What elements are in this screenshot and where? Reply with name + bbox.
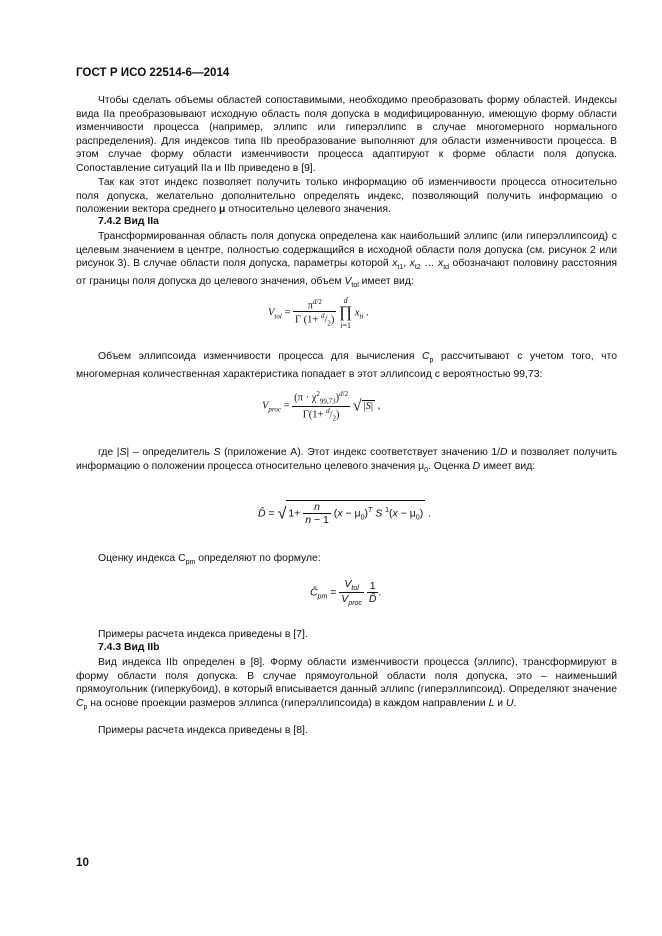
paragraph-6-text-a: Оценку индекса C: [98, 553, 186, 564]
section-heading-7-4-3: 7.4.3 Вид IIb: [98, 642, 160, 653]
paragraph-7: Примеры расчета индекса приведены в [7].: [98, 629, 308, 640]
paragraph-4-text-a: Объем эллипсоида изменчивости процесса для вычисления: [98, 351, 422, 362]
paragraph-5-text-c: (приложение А). Этот индекс соответствует значению 1/: [220, 447, 501, 458]
paragraph-2-text-a: Так как этот индекс позволяет получить только информацию об изменчивости процесса относительно поля допуска, желательно дополнительно определять индекс, позволяющий получить информацию о положении вектора среднего: [76, 177, 617, 215]
paragraph-8-text-b: на основе проекции размеров эллипса (гиперэллипсоида) в каждом направлении: [87, 697, 489, 709]
paragraph-5: где |S| – определитель S (приложение А). Этот индекс соответствует значению 1/D и позволяет получить информацию о положении процесса относительно целевого значения $\mu_0$. Оценка D имеет вид:: [76, 447, 617, 474]
document-header: ГОСТ Р ИСО 22514-6—2014: [76, 66, 230, 79]
paragraph-6-text-b: определяют по формуле:: [195, 553, 321, 564]
page-number: 10: [76, 856, 89, 869]
mu-vector-symbol: μ: [219, 204, 226, 215]
paragraph-6: [76, 552, 617, 570]
paragraph-3-text-b: обозначают половину расстояния от границы поля допуска до целевого значения, объем: [76, 258, 617, 287]
paragraph-5-text-a: где |: [98, 447, 120, 458]
paragraph-8-text-d: .: [513, 697, 517, 709]
section-heading-7-4-2: 7.4.2 Вид IIa: [98, 216, 159, 227]
paragraph-5-text-b: | – определитель: [126, 447, 214, 458]
paragraph-2: [76, 176, 617, 217]
paragraph-4-text-b: рассчитывают с учетом того, что многомерная количественная характеристика попадает в этот эллипсоид с вероятностью 99,73:: [76, 351, 617, 380]
formula-c-pm: $Ĉ_{pm}$ = $\frac{V_{tol}}{V_{proc}}$ $\frac{1}{D̂}$ .: [310, 578, 382, 608]
paragraph-6-sub: pm: [185, 559, 196, 567]
paragraph-3: Трансформированная область поля допуска определена как наибольший эллипс (или гиперэллипсоид) с целевым значением в центре, полностью содержащийся в исходной области поля допуска (см. рисунок 2 или рисунок 3). В случае области поля допуска, параметры которой $x_{t1}$, $x_{t2}$ … $x_{td}$ обозначают половину расстояния от границы поля допуска до целевого значения, объем $V_{tol}$ имеет вид:: [76, 231, 617, 289]
paragraph-4: Объем эллипсоида изменчивости процесса для вычисления $C_p$ рассчитывают с учетом того, что многомерная количественная характеристика попадает в этот эллипсоид с вероятностью 99,73:: [76, 351, 617, 380]
paragraph-5-text-f: имеет вид:: [480, 460, 536, 472]
paragraph-8: Вид индекса IIb определен в [8]. Форму области изменчивости процесса (эллипс), трансформируют в форму области поля допуска. В случае прямоугольной области поля допуска, это – наименьший прямоугольник (гиперкубоид), в который вписывается данный эллипс (гиперэллипсоид). Определяют значение $C_p$ на основе проекции размеров эллипса (гиперэллипсоида) в каждом направлении L и U.: [76, 657, 617, 711]
paragraph-8-text-a: Вид индекса IIb определен в [8]. Форму области изменчивости процесса (эллипс), трансформируют в форму области поля допуска. В случае прямоугольной области поля допуска, это – наименьший прямоугольник (гиперкубоид), в который вписывается данный эллипс (гиперэллипсоид). Определяют значение: [76, 657, 617, 695]
paragraph-9: Примеры расчета индекса приведены в [8].: [98, 725, 308, 736]
formula-v-proc: $V_{proc}$ = $\frac{(\pi \cdot \chi^2_{99,73})^{d/2}}{\Gamma(1+ ^d/_2)}$ √ |S| ,: [262, 390, 381, 423]
paragraph-3-text-a: Трансформированная область поля допуска определена как наибольший эллипс (или гиперэллипсоид) с целевым значением в центре, полностью содержащийся в исходной области поля допуска (см. рисунок 2 или рисунок 3). В случае области поля допуска, параметры которой: [76, 231, 617, 269]
formula-d-hat: D̂ = √ 1+ $\frac{n}{n - 1}$ $(x - \mu_0)^T$ S $^1(x - \mu_0)$ .: [258, 501, 432, 526]
paragraph-5-text-e: . Оценка: [428, 460, 473, 472]
paragraph-8-text-c: и: [494, 697, 506, 709]
paragraph-3-text-c: имеет вид:: [358, 275, 414, 287]
paragraph-1: Чтобы сделать объемы областей сопоставимыми, необходимо преобразовать форму областей. Индексы вида IIa преобразовывают исходную область поля допуска в модифицированную, имеющую форму области изменчивости процесса (например, эллипс или гиперэллипс в случае многомерного нормального распределения). Для индексов типа IIb преобразование выполняют для области изменчивости процесса. В этом случае форму области изменчивости процесса адаптируют к форме области поля допуска. Сопоставление ситуаций IIa и IIb приведено в [9].: [76, 95, 617, 174]
paragraph-2-text-b: относительно целевого значения.: [225, 204, 391, 215]
paragraph-5-text-d: и позволяет получить информацию о положении процесса относительно целевого значения μ: [76, 447, 617, 472]
formula-v-tol: $V_{tol}$ = $\frac{\pi^{d/2}}{\Gamma (1+ ^d/_2)}$ d ∏ i=1 $x_{ti}$ .: [268, 296, 369, 330]
